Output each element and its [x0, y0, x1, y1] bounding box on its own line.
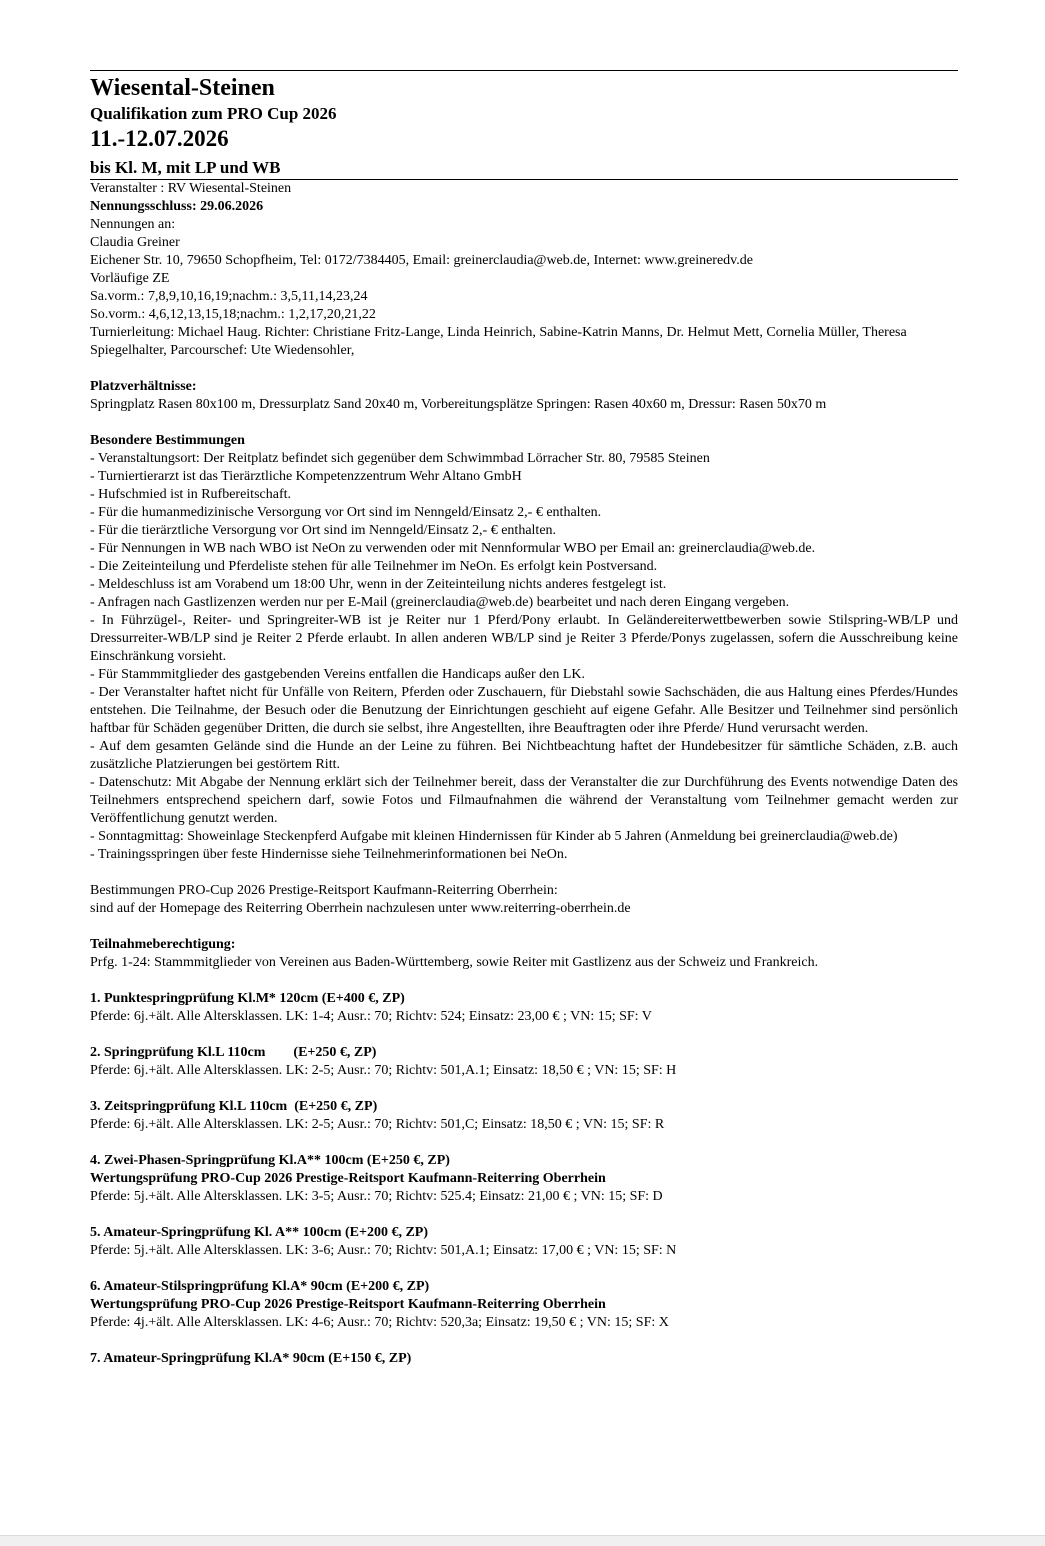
- event-classes: bis Kl. M, mit LP und WB: [90, 158, 281, 177]
- rule-item: - Datenschutz: Mit Abgabe der Nennung erklärt sich der Teilnehmer bereit, dass der Veranstalter die zur Durchführung des Events notwendige Daten des Teilnehmers entsprechend speichern darf, sowie Fotos und Filmaufnahmen die während der Veranstaltung vom Teilnehmer gemacht werden zur Veröffentlichung genutzt werden.: [90, 775, 958, 826]
- competition-details: Pferde: 5j.+ält. Alle Altersklassen. LK: 3-5; Ausr.: 70; Richtv: 525.4; Einsatz: 21,00 € ; VN: 15; SF: D: [90, 1189, 663, 1204]
- entry-deadline: Nennungsschluss: 29.06.2026: [90, 199, 264, 214]
- document-content: [90, 70, 958, 1368]
- competition-title: 4. Zwei-Phasen-Springprüfung Kl.A** 100cm (E+250 €, ZP): [90, 1153, 450, 1168]
- eligibility-title: Teilnahmeberechtigung:: [90, 937, 236, 952]
- contact-address: Eichener Str. 10, 79650 Schopfheim, Tel: 0172/7384405, Email: greinerclaudia@web.de, Internet: www.greineredv.de: [90, 253, 753, 268]
- procup-homepage: sind auf der Homepage des Reiterring Oberrhein nachzulesen unter www.reiterring-oberrhein.de: [90, 901, 631, 916]
- rule-item: - In Führzügel-, Reiter- und Springreiter-WB ist je Reiter nur 1 Pferd/Pony erlaubt. In Geländereiterwettbewerben sowie Stilspring-WB/LP und Dressurreiter-WB/LP sind je Reiter 2 Pferde erlaubt. In allen anderen WB/LP sind je Reiter 3 Pferde/Ponys zugelassen, sofern die Ausschreibung keine Einschränkung vorsieht.: [90, 613, 958, 664]
- competition: [90, 1278, 958, 1332]
- rule-item: - Der Veranstalter haftet nicht für Unfälle von Reitern, Pferden oder Zuschauern, für Diebstahl sowie Sachschäden, die aus Haltung eines Pferdes/Hundes entstehen. Die Teilnahme, der Besuch oder die Benutzung der Einrichtungen geschieht auf eigene Gefahr. Alle Besitzer und Teilnehmer sind persönlich haftbar für Schäden gegenüber Dritten, die durch sie selbst, ihre Angestellten, ihre Beauftragten oder ihre Pferde/ Hund verursacht werden.: [90, 685, 958, 736]
- competition-subtitle: Wertungsprüfung PRO-Cup 2026 Prestige-Reitsport Kaufmann-Reiterring Oberrhein: [90, 1297, 606, 1312]
- rule-item: - Für die tierärztliche Versorgung vor Ort sind im Nenngeld/Einsatz 2,- € enthalten.: [90, 523, 557, 538]
- competition-details: Pferde: 6j.+ält. Alle Altersklassen. LK: 2-5; Ausr.: 70; Richtv: 501,C; Einsatz: 18,50 € ; VN: 15; SF: R: [90, 1117, 665, 1132]
- officials: Turnierleitung: Michael Haug. Richter: Christiane Fritz-Lange, Linda Heinrich, Sabine-Katrin Manns, Dr. Helmut Mett, Cornelia Müller, Theresa Spiegelhalter, Parcourschef: Ute Wiedensohler,: [90, 325, 907, 358]
- competition-details: Pferde: 4j.+ält. Alle Altersklassen. LK: 4-6; Ausr.: 70; Richtv: 520,3a; Einsatz: 19,50 € ; VN: 15; SF: X: [90, 1315, 669, 1330]
- procup-rules: Bestimmungen PRO-Cup 2026 Prestige-Reitsport Kaufmann-Reiterring Oberrhein:: [90, 883, 558, 898]
- rule-item: - Sonntagmittag: Showeinlage Steckenpferd Aufgabe mit kleinen Hindernissen für Kinder ab 5 Jahren (Anmeldung bei greinerclaudia@web.de): [90, 829, 898, 844]
- event-title: Wiesental-Steinen: [90, 75, 275, 101]
- competition: [90, 1098, 958, 1134]
- rule-item: - Meldeschluss ist am Vorabend um 18:00 Uhr, wenn in der Zeiteinteilung nichts anderes festgelegt ist.: [90, 577, 667, 592]
- rule-item: - Auf dem gesamten Gelände sind die Hunde an der Leine zu führen. Bei Nichtbeachtung haftet der Hundebesitzer für sämtliche Schäden, z.B. auch zusätzliche Platzierungen bei gestörtem Ritt.: [90, 739, 958, 772]
- schedule-sunday: So.vorm.: 4,6,12,13,15,18;nachm.: 1,2,17,20,21,22: [90, 307, 376, 322]
- eligibility-text: Prfg. 1-24: Stammmitglieder von Vereinen aus Baden-Württemberg, sowie Reiter mit Gastlizenz aus der Schweiz und Frankreich.: [90, 955, 819, 970]
- rule-item: - Turniertierarzt ist das Tierärztliche Kompetenzzentrum Wehr Altano GmbH: [90, 469, 522, 484]
- rule-item: - Anfragen nach Gastlizenzen werden nur per E-Mail (greinerclaudia@web.de) bearbeitet und nach deren Eingang vergeben.: [90, 595, 790, 610]
- rules-title: Besondere Bestimmungen: [90, 433, 245, 448]
- competition-details: Pferde: 6j.+ält. Alle Altersklassen. LK: 2-5; Ausr.: 70; Richtv: 501,A.1; Einsatz: 18,50 € ; VN: 15; SF: H: [90, 1063, 677, 1078]
- rule-item: - Für Nennungen in WB nach WBO ist NeOn zu verwenden oder mit Nennformular WBO per Email an: greinerclaudia@web.de.: [90, 541, 816, 556]
- schedule-title: Vorläufige ZE: [90, 271, 170, 286]
- contact-name: Claudia Greiner: [90, 235, 180, 250]
- competition: [90, 1350, 958, 1368]
- rule-item: - Veranstaltungsort: Der Reitplatz befindet sich gegenüber dem Schwimmbad Lörracher Str. 80, 79585 Steinen: [90, 451, 710, 466]
- event-date: 11.-12.07.2026: [90, 126, 229, 151]
- rule-item: - Für Stammmitglieder des gastgebenden Vereins entfallen die Handicaps außer den LK.: [90, 667, 586, 682]
- competition-title: 3. Zeitspringprüfung Kl.L 110cm (E+250 €, ZP): [90, 1099, 378, 1114]
- competition-title: 1. Punktespringprüfung Kl.M* 120cm (E+400 €, ZP): [90, 991, 405, 1006]
- competition: [90, 1152, 958, 1206]
- competition-details: Pferde: 6j.+ält. Alle Altersklassen. LK: 1-4; Ausr.: 70; Richtv: 524; Einsatz: 23,00 € ; VN: 15; SF: V: [90, 1009, 652, 1024]
- competition-title: 2. Springprüfung Kl.L 110cm (E+250 €, ZP): [90, 1045, 377, 1060]
- top-rule: [90, 70, 958, 71]
- event-subtitle: Qualifikation zum PRO Cup 2026: [90, 104, 337, 123]
- competition: [90, 1044, 958, 1080]
- competition-subtitle: Wertungsprüfung PRO-Cup 2026 Prestige-Reitsport Kaufmann-Reiterring Oberrhein: [90, 1171, 606, 1186]
- venue-text: Springplatz Rasen 80x100 m, Dressurplatz Sand 20x40 m, Vorbereitungsplätze Springen: Rasen 40x60 m, Dressur: Rasen 50x70 m: [90, 397, 827, 412]
- organizer: Veranstalter : RV Wiesental-Steinen: [90, 181, 292, 196]
- entries-to: Nennungen an:: [90, 217, 176, 232]
- rules-list: [90, 450, 958, 864]
- competition-title: 7. Amateur-Springprüfung Kl.A* 90cm (E+150 €, ZP): [90, 1351, 412, 1366]
- venue-title: Platzverhältnisse:: [90, 379, 197, 394]
- competition: [90, 990, 958, 1026]
- competition: [90, 1224, 958, 1260]
- competition-title: 5. Amateur-Springprüfung Kl. A** 100cm (E+200 €, ZP): [90, 1225, 429, 1240]
- viewer-bottom-bar: [0, 1535, 1045, 1546]
- rule-item: - Für die humanmedizinische Versorgung vor Ort sind im Nenngeld/Einsatz 2,- € enthalten.: [90, 505, 602, 520]
- rule-item: - Die Zeiteinteilung und Pferdeliste stehen für alle Teilnehmer im NeOn. Es erfolgt kein Postversand.: [90, 559, 658, 574]
- competition-title: 6. Amateur-Stilspringprüfung Kl.A* 90cm (E+200 €, ZP): [90, 1279, 430, 1294]
- competition-details: Pferde: 5j.+ält. Alle Altersklassen. LK: 3-6; Ausr.: 70; Richtv: 501,A.1; Einsatz: 17,00 € ; VN: 15; SF: N: [90, 1243, 677, 1258]
- schedule-saturday: Sa.vorm.: 7,8,9,10,16,19;nachm.: 3,5,11,14,23,24: [90, 289, 368, 304]
- rule-item: - Hufschmied ist in Rufbereitschaft.: [90, 487, 292, 502]
- rule-item: - Trainingsspringen über feste Hindernisse siehe Teilnehmerinformationen bei NeOn.: [90, 847, 568, 862]
